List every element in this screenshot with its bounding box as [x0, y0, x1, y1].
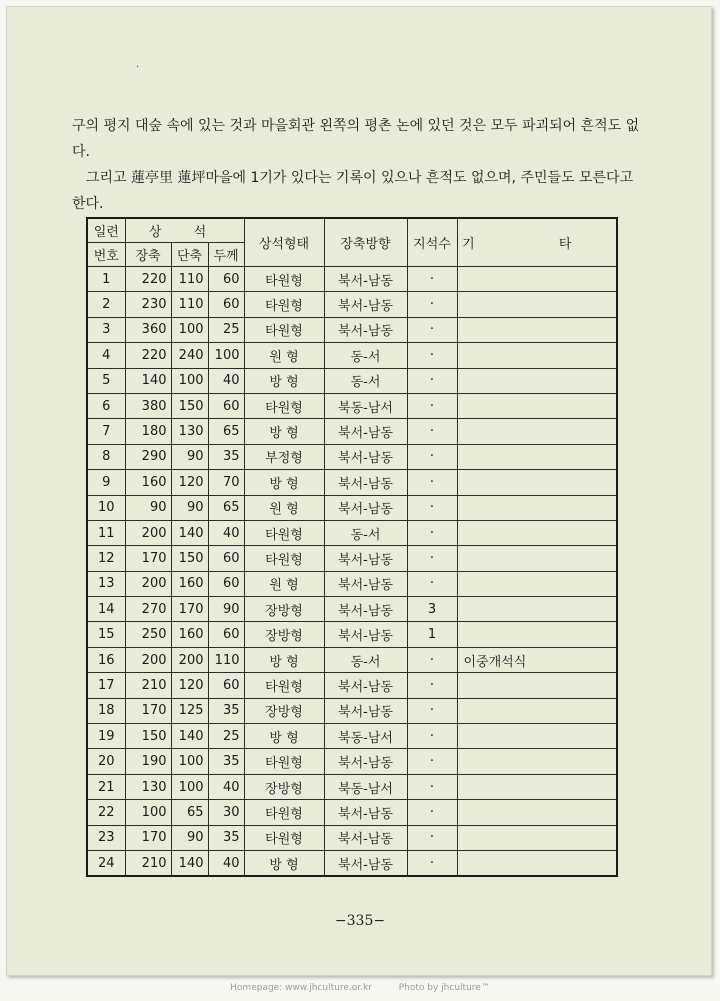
cell-support-stones: ·	[407, 647, 457, 672]
cell-thickness: 60	[208, 673, 244, 698]
cell-thickness: 65	[208, 419, 244, 444]
cell-thickness: 90	[208, 597, 244, 622]
cell-serial-number: 6	[87, 393, 125, 418]
header-direction: 장축방향	[324, 218, 407, 267]
cell-long-axis: 290	[125, 444, 171, 469]
cell-shape: 타원형	[244, 393, 324, 418]
cell-thickness: 60	[208, 622, 244, 647]
cell-remarks	[457, 470, 617, 495]
table-row	[87, 597, 617, 622]
cell-support-stones: ·	[407, 292, 457, 317]
table-row	[87, 622, 617, 647]
dolmen-table	[86, 217, 618, 877]
cell-shape: 타원형	[244, 520, 324, 545]
cell-shape: 방 형	[244, 724, 324, 749]
cell-short-axis: 120	[171, 470, 208, 495]
cell-direction: 북서-남동	[324, 825, 407, 850]
cell-serial-number: 21	[87, 774, 125, 799]
cell-shape: 방 형	[244, 850, 324, 876]
cell-shape: 원 형	[244, 571, 324, 596]
cell-remarks	[457, 571, 617, 596]
table-row	[87, 698, 617, 723]
cell-serial-number: 1	[87, 267, 125, 292]
cell-long-axis: 100	[125, 800, 171, 825]
cell-short-axis: 125	[171, 698, 208, 723]
cell-direction: 북서-남동	[324, 444, 407, 469]
cell-remarks	[457, 267, 617, 292]
cell-support-stones: ·	[407, 419, 457, 444]
cell-thickness: 35	[208, 698, 244, 723]
cell-long-axis: 170	[125, 546, 171, 571]
cell-short-axis: 110	[171, 267, 208, 292]
table-row	[87, 800, 617, 825]
cell-long-axis: 170	[125, 825, 171, 850]
cell-short-axis: 120	[171, 673, 208, 698]
cell-long-axis: 200	[125, 647, 171, 672]
cell-remarks	[457, 546, 617, 571]
cell-serial-number: 12	[87, 546, 125, 571]
header-shape: 상석형태	[244, 218, 324, 267]
cell-long-axis: 140	[125, 368, 171, 393]
cell-long-axis: 380	[125, 393, 171, 418]
cell-support-stones: 1	[407, 622, 457, 647]
cell-remarks	[457, 774, 617, 799]
cell-serial-number: 15	[87, 622, 125, 647]
cell-support-stones: ·	[407, 470, 457, 495]
cell-remarks	[457, 343, 617, 368]
header-support-stones: 지석수	[407, 218, 457, 267]
cell-thickness: 100	[208, 343, 244, 368]
cell-short-axis: 100	[171, 317, 208, 342]
cell-support-stones: ·	[407, 698, 457, 723]
cell-serial-number: 17	[87, 673, 125, 698]
cell-direction: 북서-남동	[324, 470, 407, 495]
cell-remarks	[457, 317, 617, 342]
cell-shape: 장방형	[244, 622, 324, 647]
table-row	[87, 749, 617, 774]
cell-remarks	[457, 825, 617, 850]
cell-support-stones: ·	[407, 571, 457, 596]
header-serial-bottom: 번호	[87, 243, 125, 267]
cell-short-axis: 150	[171, 546, 208, 571]
cell-direction: 북서-남동	[324, 673, 407, 698]
table-row	[87, 825, 617, 850]
cell-shape: 타원형	[244, 749, 324, 774]
cell-short-axis: 110	[171, 292, 208, 317]
cell-remarks	[457, 698, 617, 723]
cell-thickness: 110	[208, 647, 244, 672]
cell-thickness: 65	[208, 495, 244, 520]
cell-support-stones: ·	[407, 825, 457, 850]
table-row	[87, 495, 617, 520]
table-row	[87, 444, 617, 469]
cell-support-stones: ·	[407, 343, 457, 368]
cell-serial-number: 5	[87, 368, 125, 393]
cell-short-axis: 130	[171, 419, 208, 444]
cell-serial-number: 8	[87, 444, 125, 469]
table-row	[87, 267, 617, 292]
cell-shape: 방 형	[244, 647, 324, 672]
cell-shape: 방 형	[244, 368, 324, 393]
cell-direction: 북서-남동	[324, 749, 407, 774]
cell-direction: 북동-남서	[324, 774, 407, 799]
cell-serial-number: 13	[87, 571, 125, 596]
cell-thickness: 40	[208, 774, 244, 799]
cell-short-axis: 100	[171, 774, 208, 799]
cell-direction: 북서-남동	[324, 800, 407, 825]
cell-short-axis: 65	[171, 800, 208, 825]
cell-long-axis: 250	[125, 622, 171, 647]
cell-shape: 타원형	[244, 546, 324, 571]
cell-long-axis: 90	[125, 495, 171, 520]
header-long-axis: 장축	[125, 243, 171, 267]
cell-support-stones: ·	[407, 444, 457, 469]
cell-short-axis: 160	[171, 622, 208, 647]
paragraph-2: 그리고 蓮亭里 蓮坪마을에 1기가 있다는 기록이 있으나 흔적도 없으며, 주민들도 모른다고 한다.	[72, 170, 634, 212]
cell-short-axis: 140	[171, 520, 208, 545]
cell-shape: 원 형	[244, 343, 324, 368]
cell-direction: 북서-남동	[324, 495, 407, 520]
cell-thickness: 30	[208, 800, 244, 825]
body-text	[72, 113, 642, 217]
cell-long-axis: 360	[125, 317, 171, 342]
table-row	[87, 343, 617, 368]
cell-remarks	[457, 749, 617, 774]
cell-direction: 북서-남동	[324, 597, 407, 622]
cell-short-axis: 140	[171, 724, 208, 749]
cell-thickness: 25	[208, 317, 244, 342]
header-row-1	[87, 218, 617, 243]
cell-shape: 부정형	[244, 444, 324, 469]
table-row	[87, 571, 617, 596]
cell-shape: 타원형	[244, 317, 324, 342]
table-row	[87, 673, 617, 698]
cell-thickness: 60	[208, 267, 244, 292]
cell-direction: 북서-남동	[324, 292, 407, 317]
cell-thickness: 40	[208, 850, 244, 876]
cell-direction: 북서-남동	[324, 850, 407, 876]
cell-thickness: 40	[208, 520, 244, 545]
table-row	[87, 647, 617, 672]
cell-direction: 북서-남동	[324, 267, 407, 292]
cell-short-axis: 160	[171, 571, 208, 596]
cell-short-axis: 100	[171, 368, 208, 393]
table-row	[87, 546, 617, 571]
table-row	[87, 292, 617, 317]
cell-remarks	[457, 597, 617, 622]
cell-long-axis: 230	[125, 292, 171, 317]
page-number: −335−	[334, 913, 386, 929]
cell-short-axis: 140	[171, 850, 208, 876]
cell-serial-number: 19	[87, 724, 125, 749]
cell-short-axis: 150	[171, 393, 208, 418]
cell-shape: 방 형	[244, 470, 324, 495]
cell-short-axis: 170	[171, 597, 208, 622]
cell-thickness: 25	[208, 724, 244, 749]
cell-support-stones: ·	[407, 724, 457, 749]
cell-support-stones: ·	[407, 520, 457, 545]
cell-serial-number: 2	[87, 292, 125, 317]
cell-thickness: 35	[208, 749, 244, 774]
cell-shape: 타원형	[244, 800, 324, 825]
cell-serial-number: 22	[87, 800, 125, 825]
stray-mark: ·	[136, 62, 140, 73]
table-row	[87, 850, 617, 876]
cell-thickness: 35	[208, 444, 244, 469]
cell-shape: 방 형	[244, 419, 324, 444]
cell-serial-number: 14	[87, 597, 125, 622]
footer	[0, 983, 720, 993]
paragraph-1: 구의 평지 대숲 속에 있는 것과 마을회관 왼쪽의 평촌 논에 있던 것은 모두 파괴되어 흔적도 없다.	[72, 118, 640, 160]
header-thickness: 두께	[208, 243, 244, 267]
cell-direction: 북동-남서	[324, 393, 407, 418]
cell-shape: 장방형	[244, 698, 324, 723]
cell-remarks	[457, 444, 617, 469]
cell-remarks: 이중개석식	[457, 647, 617, 672]
cell-serial-number: 4	[87, 343, 125, 368]
cell-serial-number: 11	[87, 520, 125, 545]
cell-serial-number: 23	[87, 825, 125, 850]
table-row	[87, 724, 617, 749]
cell-thickness: 70	[208, 470, 244, 495]
cell-remarks	[457, 724, 617, 749]
table-row	[87, 393, 617, 418]
cell-short-axis: 90	[171, 444, 208, 469]
header-remarks: 기 타	[457, 218, 617, 267]
cell-serial-number: 7	[87, 419, 125, 444]
cell-support-stones: ·	[407, 495, 457, 520]
cell-long-axis: 200	[125, 571, 171, 596]
cell-long-axis: 210	[125, 673, 171, 698]
cell-long-axis: 190	[125, 749, 171, 774]
cell-long-axis: 210	[125, 850, 171, 876]
cell-thickness: 60	[208, 546, 244, 571]
cell-support-stones: ·	[407, 749, 457, 774]
footer-homepage: Homepage: www.jhculture.or.kr	[230, 983, 372, 993]
cell-serial-number: 9	[87, 470, 125, 495]
cell-long-axis: 200	[125, 520, 171, 545]
cell-support-stones: ·	[407, 673, 457, 698]
cell-remarks	[457, 393, 617, 418]
cell-short-axis: 200	[171, 647, 208, 672]
cell-long-axis: 270	[125, 597, 171, 622]
cell-direction: 동-서	[324, 343, 407, 368]
cell-remarks	[457, 419, 617, 444]
cell-short-axis: 90	[171, 825, 208, 850]
table-row	[87, 774, 617, 799]
cell-remarks	[457, 673, 617, 698]
header-top-stone: 상 석	[125, 218, 244, 243]
cell-support-stones: ·	[407, 850, 457, 876]
cell-remarks	[457, 850, 617, 876]
cell-remarks	[457, 800, 617, 825]
cell-serial-number: 16	[87, 647, 125, 672]
table-body	[87, 267, 617, 877]
cell-direction: 북서-남동	[324, 419, 407, 444]
cell-shape: 타원형	[244, 673, 324, 698]
cell-thickness: 35	[208, 825, 244, 850]
footer-photo-credit: Photo by jhculture™	[398, 983, 490, 993]
cell-support-stones: ·	[407, 800, 457, 825]
cell-serial-number: 3	[87, 317, 125, 342]
cell-support-stones: ·	[407, 393, 457, 418]
cell-remarks	[457, 520, 617, 545]
cell-shape: 타원형	[244, 825, 324, 850]
cell-remarks	[457, 368, 617, 393]
cell-long-axis: 150	[125, 724, 171, 749]
cell-direction: 동-서	[324, 647, 407, 672]
cell-short-axis: 100	[171, 749, 208, 774]
table-row	[87, 317, 617, 342]
cell-direction: 북동-남서	[324, 724, 407, 749]
cell-shape: 장방형	[244, 597, 324, 622]
cell-thickness: 60	[208, 393, 244, 418]
cell-shape: 타원형	[244, 292, 324, 317]
cell-support-stones: 3	[407, 597, 457, 622]
cell-long-axis: 180	[125, 419, 171, 444]
cell-long-axis: 170	[125, 698, 171, 723]
table-row	[87, 368, 617, 393]
cell-direction: 북서-남동	[324, 622, 407, 647]
cell-long-axis: 130	[125, 774, 171, 799]
cell-remarks	[457, 495, 617, 520]
cell-thickness: 60	[208, 571, 244, 596]
table-row	[87, 470, 617, 495]
cell-serial-number: 20	[87, 749, 125, 774]
cell-long-axis: 160	[125, 470, 171, 495]
cell-shape: 타원형	[244, 267, 324, 292]
cell-remarks	[457, 292, 617, 317]
cell-remarks	[457, 622, 617, 647]
cell-serial-number: 18	[87, 698, 125, 723]
header-short-axis: 단축	[171, 243, 208, 267]
cell-thickness: 60	[208, 292, 244, 317]
cell-direction: 북서-남동	[324, 698, 407, 723]
cell-long-axis: 220	[125, 343, 171, 368]
table-row	[87, 520, 617, 545]
cell-serial-number: 24	[87, 850, 125, 876]
cell-shape: 장방형	[244, 774, 324, 799]
cell-thickness: 40	[208, 368, 244, 393]
cell-support-stones: ·	[407, 267, 457, 292]
cell-support-stones: ·	[407, 546, 457, 571]
cell-direction: 북서-남동	[324, 546, 407, 571]
cell-direction: 북서-남동	[324, 317, 407, 342]
cell-direction: 동-서	[324, 520, 407, 545]
cell-support-stones: ·	[407, 368, 457, 393]
header-serial-top: 일련	[87, 218, 125, 243]
cell-short-axis: 240	[171, 343, 208, 368]
table-row	[87, 419, 617, 444]
cell-support-stones: ·	[407, 774, 457, 799]
cell-direction: 북서-남동	[324, 571, 407, 596]
cell-shape: 원 형	[244, 495, 324, 520]
cell-serial-number: 10	[87, 495, 125, 520]
cell-long-axis: 220	[125, 267, 171, 292]
cell-support-stones: ·	[407, 317, 457, 342]
cell-direction: 동-서	[324, 368, 407, 393]
cell-short-axis: 90	[171, 495, 208, 520]
